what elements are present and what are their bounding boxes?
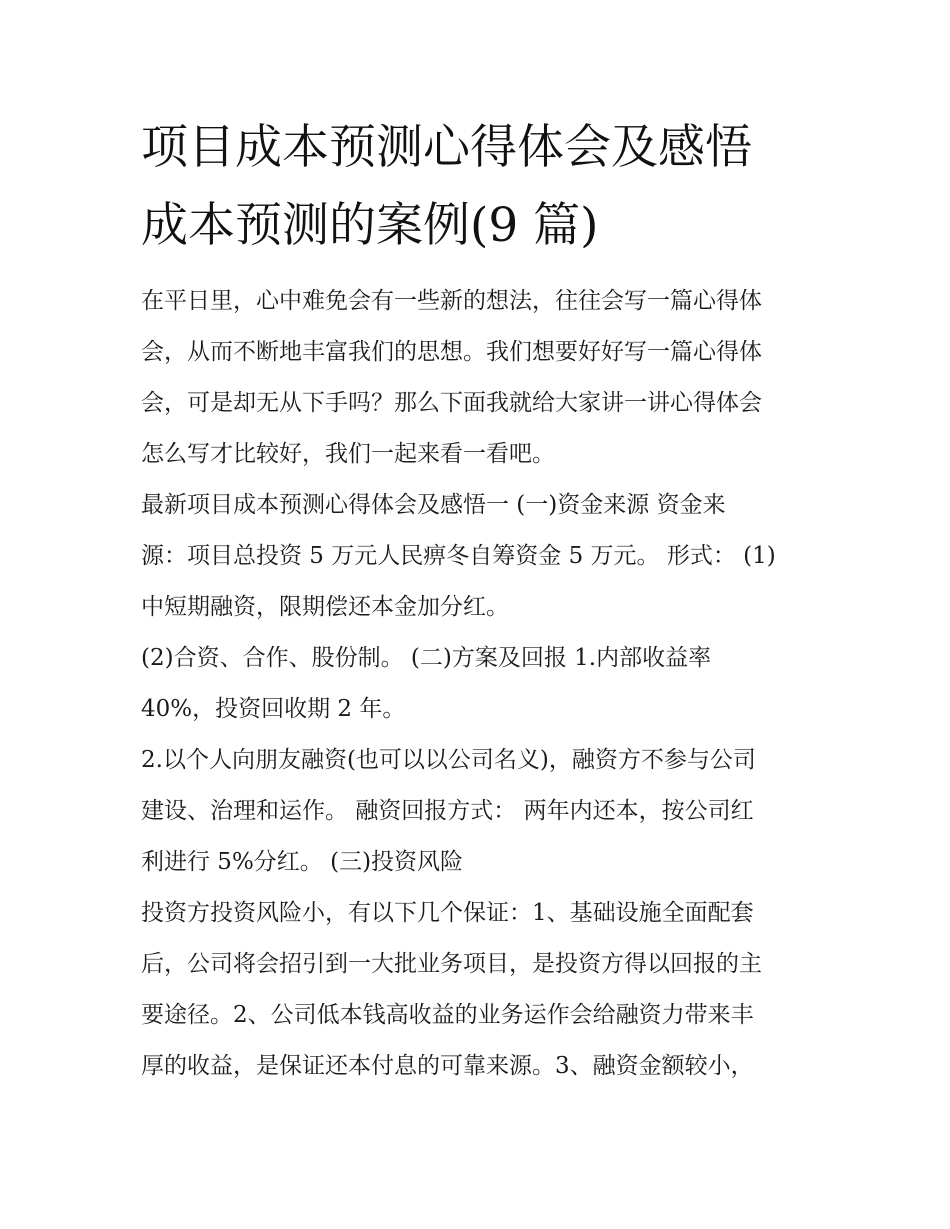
body-line: 会，从而不断地丰富我们的思想。我们想要好好写一篇心得体 xyxy=(141,339,762,365)
body-line: 后，公司将会招引到一大批业务项目，是投资方得以回报的主 xyxy=(141,951,762,977)
body-line: 40%，投资回收期 2 年。 xyxy=(141,696,406,722)
document-body xyxy=(141,276,821,1092)
body-line: 利进行 5%分红。 (三)投资风险 xyxy=(141,849,464,875)
body-line: 怎么写才比较好，我们一起来看一看吧。 xyxy=(141,441,555,467)
body-line: 源：项目总投资 5 万元人民痹冬自筹资金 5 万元。 形式： (1) xyxy=(141,543,776,569)
body-line: 中短期融资，限期偿还本金加分红。 xyxy=(141,594,509,620)
body-line: 会，可是却无从下手吗？那么下面我就给大家讲一讲心得体会 xyxy=(141,390,762,416)
body-line: 投资方投资风险小，有以下几个保证：1、基础设施全面配套 xyxy=(141,900,754,926)
document-title-line-1: 项目成本预测心得体会及感悟 xyxy=(141,120,752,175)
body-line: 厚的收益，是保证还本付息的可靠来源。3、融资金额较小， xyxy=(141,1053,754,1079)
body-line: 要途径。2、公司低本钱高收益的业务运作会给融资力带来丰 xyxy=(141,1002,754,1028)
body-line: 最新项目成本预测心得体会及感悟一 (一)资金来源 资金来 xyxy=(141,492,726,518)
body-line: 建设、治理和运作。 融资回报方式： 两年内还本，按公司红 xyxy=(141,798,754,824)
body-line: 在平日里，心中难免会有一些新的想法，往往会写一篇心得体 xyxy=(141,288,762,314)
body-line: (2)合资、合作、股份制。 (二)方案及回报 1.内部收益率 xyxy=(141,645,712,671)
body-line: 2.以个人向朋友融资(也可以以公司名义)，融资方不参与公司 xyxy=(141,747,756,773)
document-title-line-2: 成本预测的案例(9 篇) xyxy=(141,198,599,253)
